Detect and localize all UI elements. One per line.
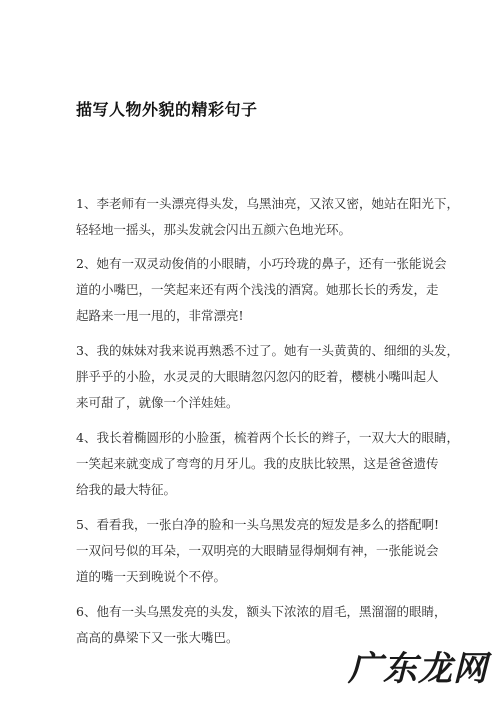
paragraph-4 — [76, 425, 459, 503]
paragraph-line: 起路来一甩一甩的，非常漂亮! — [76, 308, 244, 323]
document-title: 描写人物外貌的精彩句子 — [76, 100, 258, 119]
paragraph-line: 来可甜了，就像一个洋娃娃。 — [76, 395, 239, 410]
paragraph-line: 一双问号似的耳朵，一双明亮的大眼睛显得炯炯有神，一张能说会 — [76, 543, 439, 558]
paragraph-line: 道的小嘴巴，一笑起来还有两个浅浅的酒窝。她那长长的秀发，走 — [76, 282, 439, 297]
paragraph-line: 4、我长着椭圆形的小脸蛋，梳着两个长长的辫子，一双大大的眼睛， — [76, 430, 459, 445]
paragraph-1 — [76, 191, 459, 243]
paragraph-line: 轻轻地一摇头，那头发就会闪出五颜六色地光环。 — [76, 222, 352, 237]
paragraph-line: 道的嘴一天到晚说个不停。 — [76, 569, 227, 584]
paragraph-line: 给我的最大特征。 — [76, 482, 177, 497]
paragraph-line: 3、我的妹妹对我来说再熟悉不过了。她有一头黄黄的、细细的头发， — [76, 343, 459, 358]
paragraph-5 — [76, 512, 456, 590]
paragraph-line: 胖乎乎的小脸，水灵灵的大眼睛忽闪忽闪的眨着，樱桃小嘴叫起人 — [76, 369, 439, 384]
watermark-logo: 广东龙网 — [348, 649, 488, 689]
paragraph-line: 一笑起来就变成了弯弯的月牙儿。我的皮肤比较黑，这是爸爸遗传 — [76, 456, 439, 471]
paragraph-line: 1、李老师有一头漂亮得头发，乌黑油亮，又浓又密，她站在阳光下， — [76, 196, 459, 211]
paragraph-2 — [76, 251, 456, 329]
paragraph-line: 5、看看我，一张白净的脸和一头乌黑发亮的短发是多么的搭配啊! — [76, 517, 439, 532]
paragraph-line: 6、他有一头乌黑发亮的头发，额头下浓浓的眉毛，黑溜溜的眼睛， — [76, 604, 447, 619]
paragraph-line: 2、她有一双灵动俊俏的小眼睛，小巧玲珑的鼻子，还有一张能说会 — [76, 256, 447, 271]
paragraph-3 — [76, 338, 459, 416]
paragraph-line: 高高的鼻梁下又一张大嘴巴。 — [76, 630, 239, 645]
